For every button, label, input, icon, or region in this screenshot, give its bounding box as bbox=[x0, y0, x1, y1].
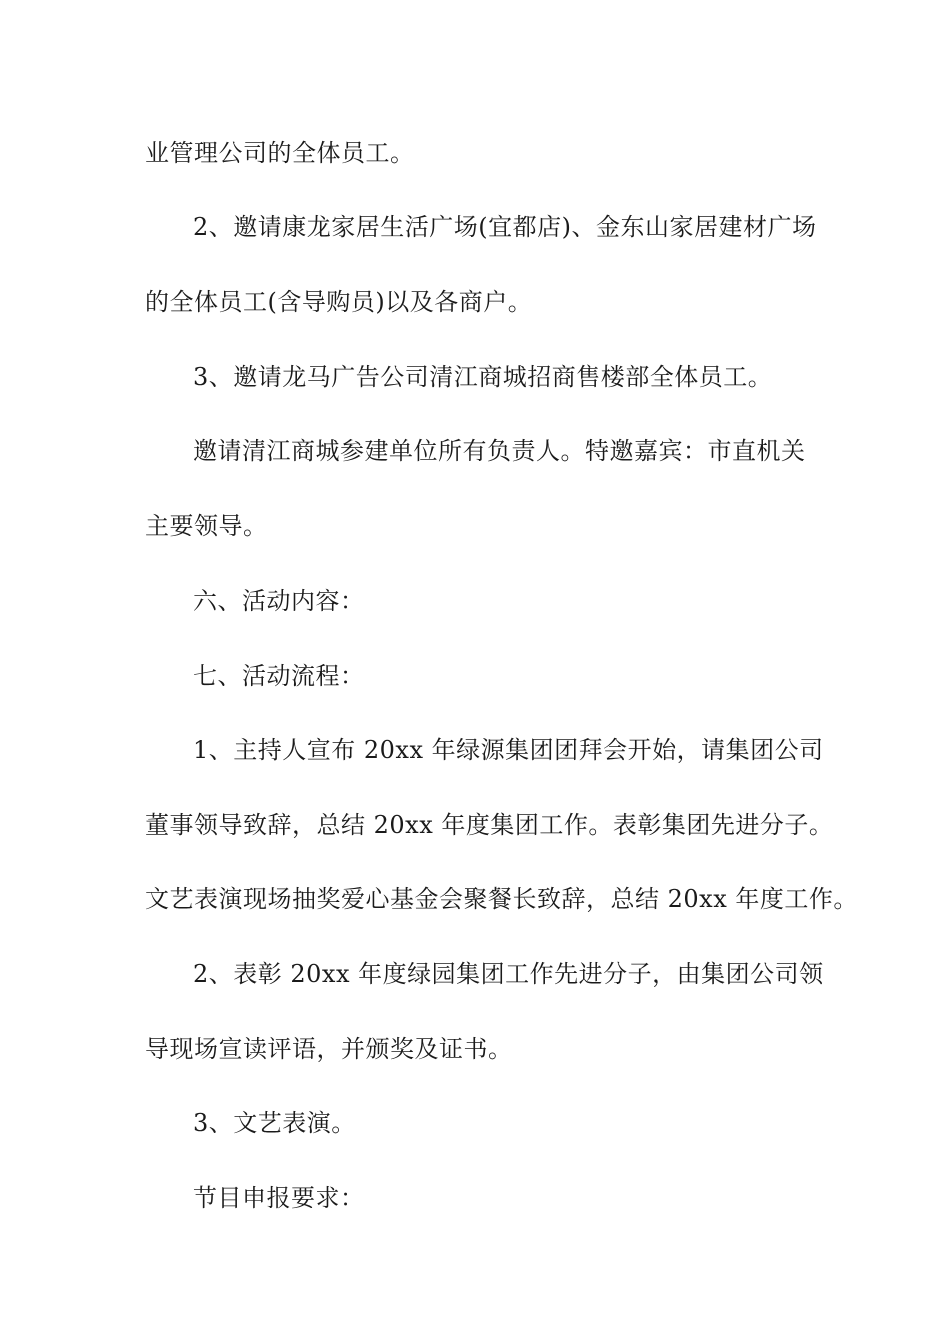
text-line: 的全体员工(含导购员)以及各商户。 bbox=[145, 288, 533, 316]
text-line: 1、主持人宣布 20xx 年绿源集团团拜会开始，请集团公司 bbox=[193, 736, 824, 764]
text-line: 主要领导。 bbox=[145, 512, 268, 540]
text-line: 3、文艺表演。 bbox=[193, 1109, 356, 1137]
section-heading: 六、活动内容： bbox=[193, 587, 365, 615]
text-line: 文艺表演现场抽奖爱心基金会聚餐长致辞，总结 20xx 年度工作。 bbox=[145, 885, 858, 913]
section-heading: 七、活动流程： bbox=[193, 662, 365, 690]
text-line: 邀请清江商城参建单位所有负责人。特邀嘉宾：市直机关 bbox=[193, 437, 806, 465]
text-line: 业管理公司的全体员工。 bbox=[145, 139, 415, 167]
text-line: 2、表彰 20xx 年度绿园集团工作先进分子，由集团公司领 bbox=[193, 960, 824, 988]
text-line: 3、邀请龙马广告公司清江商城招商售楼部全体员工。 bbox=[193, 363, 773, 391]
text-line: 导现场宣读评语，并颁奖及证书。 bbox=[145, 1035, 513, 1063]
text-line: 2、邀请康龙家居生活广场(宜都店)、金东山家居建材广场 bbox=[193, 213, 817, 241]
text-line: 节目申报要求： bbox=[193, 1184, 365, 1212]
text-line: 董事领导致辞，总结 20xx 年度集团工作。表彰集团先进分子。 bbox=[145, 811, 834, 839]
